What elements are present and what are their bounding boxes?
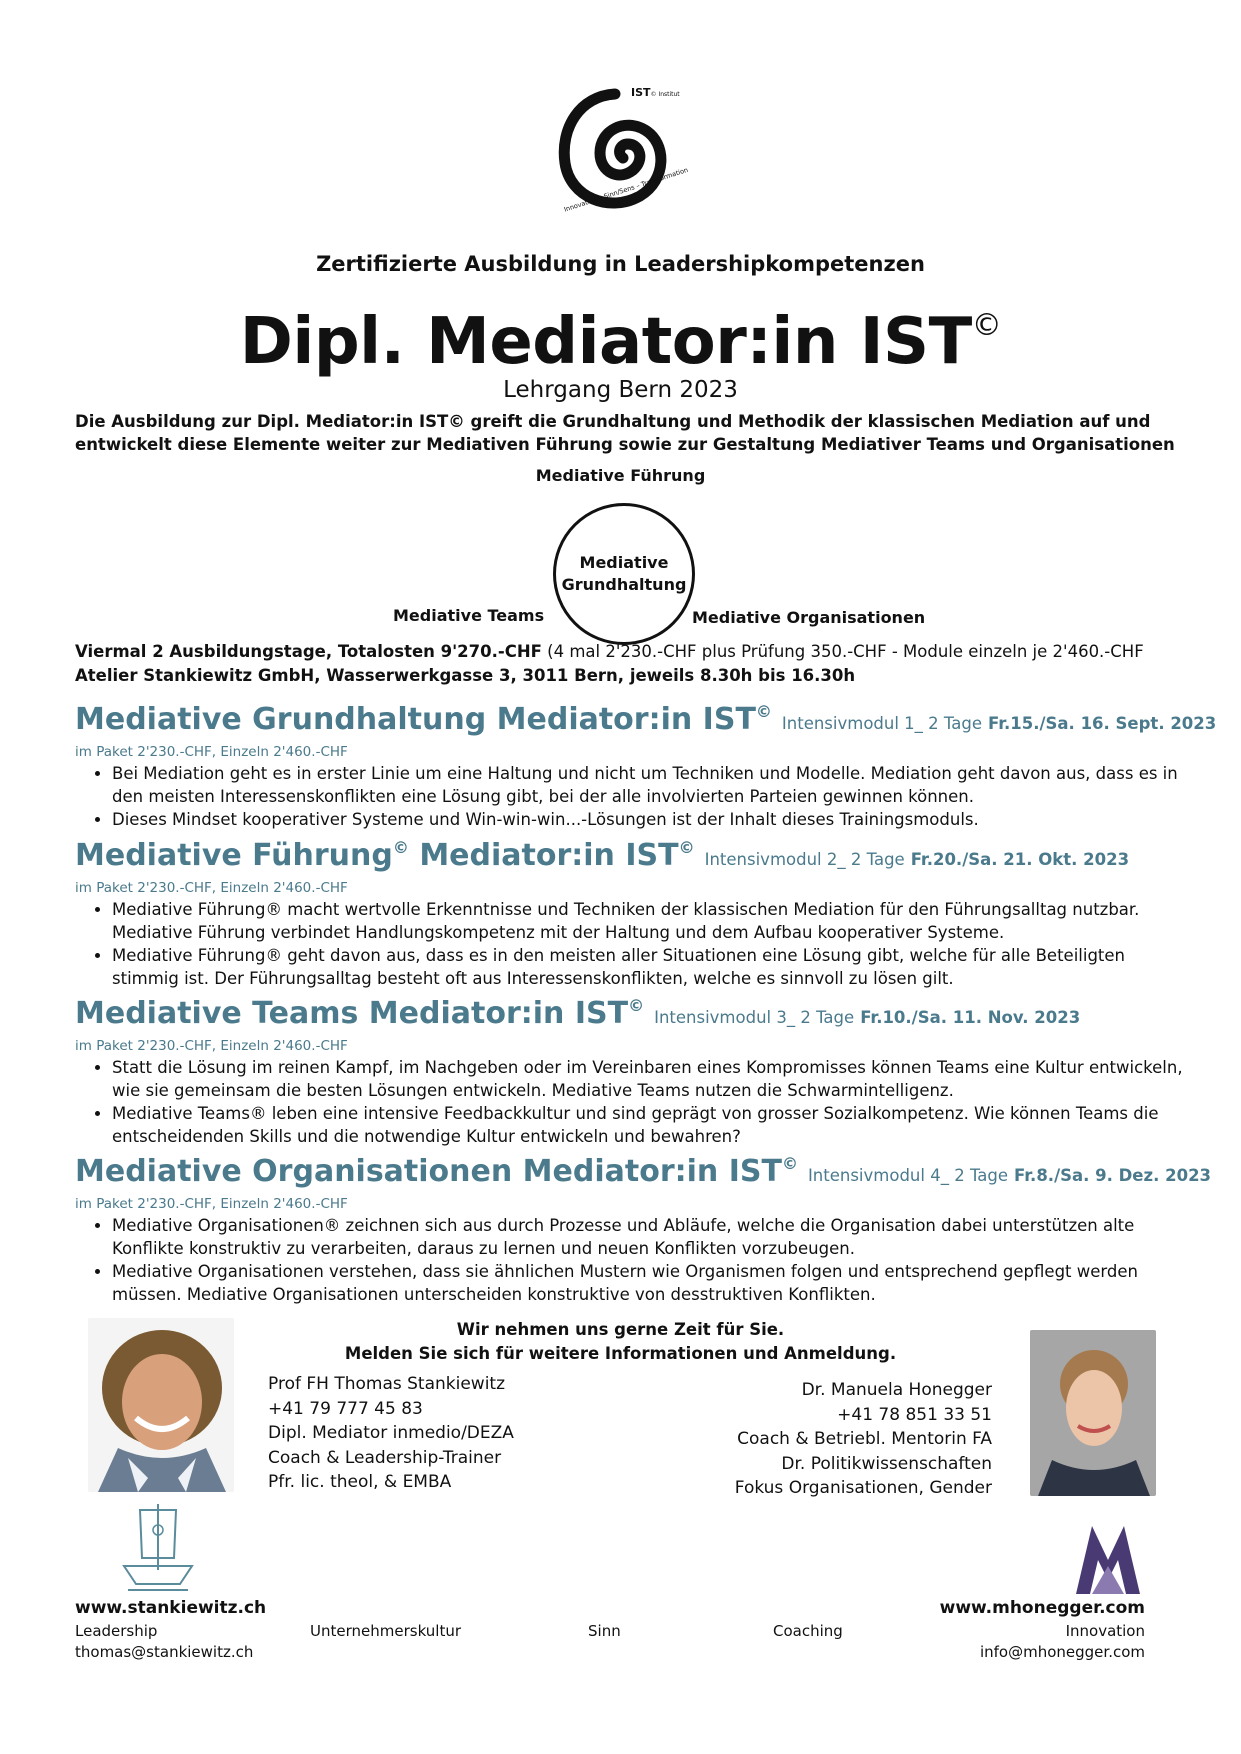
section-4-title bbox=[75, 1154, 1211, 1189]
list-item: • Mediative Führung® geht davon aus, dass es in den meisten aller Situationen eine Lösung gibt, welche für alle Beteiligten stimmig ist. Der Führungsalltag besteht oft aus Interessenskonflikten, welche es sinnvoll zu lösen gilt. bbox=[112, 944, 1192, 990]
person-left-phone: +41 79 777 45 83 bbox=[268, 1398, 423, 1419]
section-2-title-mark2: © bbox=[678, 838, 695, 857]
footer-mid-3: Coaching bbox=[773, 1622, 843, 1640]
person-right-name: Dr. Manuela Honegger bbox=[801, 1380, 992, 1400]
footer-right-tag: Innovation bbox=[1065, 1622, 1145, 1640]
stankiewitz-ship-logo bbox=[118, 1500, 198, 1596]
section-3-bullets bbox=[90, 1056, 1192, 1148]
page-title bbox=[0, 286, 1241, 382]
section-1-bullets bbox=[90, 762, 1192, 831]
person-left-details bbox=[268, 1372, 514, 1495]
avatar-manuela-honegger bbox=[1030, 1330, 1156, 1496]
logo-brand: IST bbox=[631, 86, 651, 99]
footer-left-mail[interactable]: thomas@stankiewitz.ch bbox=[75, 1643, 254, 1661]
diagram-center-line1: Mediative bbox=[579, 553, 669, 572]
ship-icon bbox=[118, 1500, 198, 1596]
person-right-qual2: Dr. Politikwissenschaften bbox=[781, 1453, 992, 1474]
diagram-top-label: Mediative Führung bbox=[535, 466, 706, 485]
section-3-date: Fr.10./Sa. 11. Nov. 2023 bbox=[860, 1008, 1081, 1027]
footer-right-url[interactable]: www.mhonegger.com bbox=[939, 1598, 1145, 1618]
section-2-module: Intensivmodul 2_ 2 Tage bbox=[704, 850, 905, 869]
section-4-date: Fr.8./Sa. 9. Dez. 2023 bbox=[1014, 1166, 1212, 1185]
info-line1 bbox=[75, 642, 1144, 661]
footer-left-url[interactable]: www.stankiewitz.ch bbox=[75, 1598, 267, 1618]
section-1-price: im Paket 2'230.-CHF, Einzeln 2'460.-CHF bbox=[75, 744, 348, 760]
footer-mid-2: Sinn bbox=[588, 1622, 621, 1640]
person-right-qual1: Coach & Betriebl. Mentorin FA bbox=[737, 1429, 992, 1449]
person-right-details bbox=[700, 1378, 992, 1501]
footer-mid-1: Unternehmerskultur bbox=[310, 1622, 462, 1640]
diagram-center-line2: Grundhaltung bbox=[561, 575, 687, 594]
section-2-date: Fr.20./Sa. 21. Okt. 2023 bbox=[910, 850, 1130, 869]
list-item: • Dieses Mindset kooperativer Systeme und Win-win-win...-Lösungen ist der Inhalt dieses Trainingsmoduls. bbox=[112, 808, 1192, 831]
section-2-price: im Paket 2'230.-CHF, Einzeln 2'460.-CHF bbox=[75, 880, 348, 896]
person-right-qual3: Fokus Organisationen, Gender bbox=[734, 1478, 992, 1498]
section-4-price: im Paket 2'230.-CHF, Einzeln 2'460.-CHF bbox=[75, 1196, 348, 1212]
section-3-title-mark: © bbox=[628, 996, 645, 1015]
footer-left-tag: Leadership bbox=[75, 1622, 158, 1640]
contact-line1: Wir nehmen uns gerne Zeit für Sie. bbox=[456, 1320, 785, 1339]
info-line2: Atelier Stankiewitz GmbH, Wasserwerkgasse 3, 3011 Bern, jeweils 8.30h bis 16.30h bbox=[75, 666, 856, 685]
list-item: • Statt die Lösung im reinen Kampf, im Nachgeben oder im Vereinbaren eines Kompromisses können Teams eine Kultur entwickeln, wie sie gemeinsam die besten Lösungen entwickeln. Mediative Teams nutzen die Schwarmintelligenz. bbox=[112, 1056, 1192, 1102]
ist-logo bbox=[555, 78, 690, 233]
title-text: Dipl. Mediator:in IST bbox=[239, 305, 972, 379]
contact-line2: Melden Sie sich für weitere Informationen und Anmeldung. bbox=[344, 1344, 897, 1363]
title-mark: © bbox=[971, 308, 1002, 343]
section-1-date: Fr.15./Sa. 16. Sept. 2023 bbox=[988, 714, 1217, 733]
section-4-title-text: Mediative Organisationen Mediator:in IST bbox=[75, 1154, 782, 1189]
section-1-title-mark: © bbox=[755, 702, 772, 721]
footer-right-mail[interactable]: info@mhonegger.com bbox=[979, 1643, 1145, 1661]
section-3-title-text: Mediative Teams Mediator:in IST bbox=[75, 996, 629, 1031]
mountain-m-icon bbox=[1072, 1520, 1144, 1596]
diagram-right-label: Mediative Organisationen bbox=[692, 608, 926, 627]
person-left-qual3: Pfr. lic. theol, & EMBA bbox=[268, 1472, 452, 1492]
diagram-circle bbox=[553, 503, 695, 645]
mhonegger-logo bbox=[1072, 1520, 1144, 1596]
section-1-title-text: Mediative Grundhaltung Mediator:in IST bbox=[75, 702, 756, 737]
intro-text: Die Ausbildung zur Dipl. Mediator:in IST© greift die Grundhaltung und Methodik der klassischen Mediation auf und entwickelt diese Elemente weiter zur Mediativen Führung sowie zur Gestaltung Mediativer Teams und Organisationen bbox=[75, 412, 1175, 454]
person-left-qual1: Dipl. Mediator inmedio/DEZA bbox=[268, 1423, 514, 1443]
section-3-price: im Paket 2'230.-CHF, Einzeln 2'460.-CHF bbox=[75, 1038, 348, 1054]
section-2-title-after: Mediator:in IST bbox=[408, 838, 679, 873]
course-label: Lehrgang Bern 2023 bbox=[503, 377, 738, 403]
diagram-left-label: Mediative Teams bbox=[393, 606, 545, 625]
info-line1-bold: Viermal 2 Ausbildungstage, Totalosten 9'270.-CHF bbox=[75, 642, 542, 661]
section-1-module: Intensivmodul 1_ 2 Tage bbox=[781, 714, 983, 733]
section-1-title bbox=[75, 702, 1216, 737]
list-item: • Mediative Teams® leben eine intensive Feedbackkultur und sind geprägt von grosser Sozialkompetenz. Wie können Teams die entscheidenden Skills und die notwendige Kultur entwickeln und bewahren? bbox=[112, 1102, 1192, 1148]
section-3-module: Intensivmodul 3_ 2 Tage bbox=[654, 1008, 855, 1027]
section-4-bullets bbox=[90, 1214, 1192, 1306]
person-left-qual2: Coach & Leadership-Trainer bbox=[268, 1447, 502, 1468]
logo-tagline: Innovation – Sinn/Sens – Transformation bbox=[563, 165, 690, 214]
section-2-title-text: Mediative Führung bbox=[75, 838, 393, 873]
list-item: • Bei Mediation geht es in erster Linie um eine Haltung und nicht um Techniken und Modelle. Mediation geht davon aus, dass es in den meisten Interessenskonflikten eine Lösung gibt, bei der alle involvierten Parteien gewinnen können. bbox=[112, 762, 1192, 808]
list-item: • Mediative Führung® macht wertvolle Erkenntnisse und Techniken der klassischen Mediation für den Führungsalltag nutzbar. Mediative Führung verbindet Handlungskompetenz mit der Haltung und dem Aufbau kooperativer Systeme. bbox=[112, 898, 1192, 944]
section-3-title bbox=[75, 996, 1080, 1031]
section-2-bullets bbox=[90, 898, 1192, 990]
list-item: • Mediative Organisationen® zeichnen sich aus durch Prozesse und Abläufe, welche die Organisation dabei unterstützen alte Konflikte konstruktiv zu verarbeiten, daraus zu lernen und neuen Konflikten vorzubeugen. bbox=[112, 1214, 1192, 1260]
section-4-module: Intensivmodul 4_ 2 Tage bbox=[807, 1166, 1009, 1185]
section-4-title-mark: © bbox=[781, 1154, 798, 1173]
person-right-phone: +41 78 851 33 51 bbox=[837, 1404, 992, 1425]
subtitle: Zertifizierte Ausbildung in Leadershipkompetenzen bbox=[316, 252, 925, 276]
avatar-thomas-stankiewitz bbox=[88, 1318, 234, 1492]
section-2-title bbox=[75, 838, 1129, 873]
section-2-title-mark: © bbox=[392, 838, 409, 857]
list-item: • Mediative Organisationen verstehen, dass sie ähnlichen Mustern wie Organismen folgen und entsprechend gepflegt werden müssen. Mediative Organisationen unterscheiden konstruktive von desstruktiven Konflikten. bbox=[112, 1260, 1192, 1306]
person-left-name: Prof FH Thomas Stankiewitz bbox=[268, 1374, 506, 1394]
info-line1-rest: (4 mal 2'230.-CHF plus Prüfung 350.-CHF - Module einzeln je 2'460.-CHF bbox=[541, 642, 1144, 661]
logo-brand-suffix: © Institut bbox=[650, 91, 680, 98]
